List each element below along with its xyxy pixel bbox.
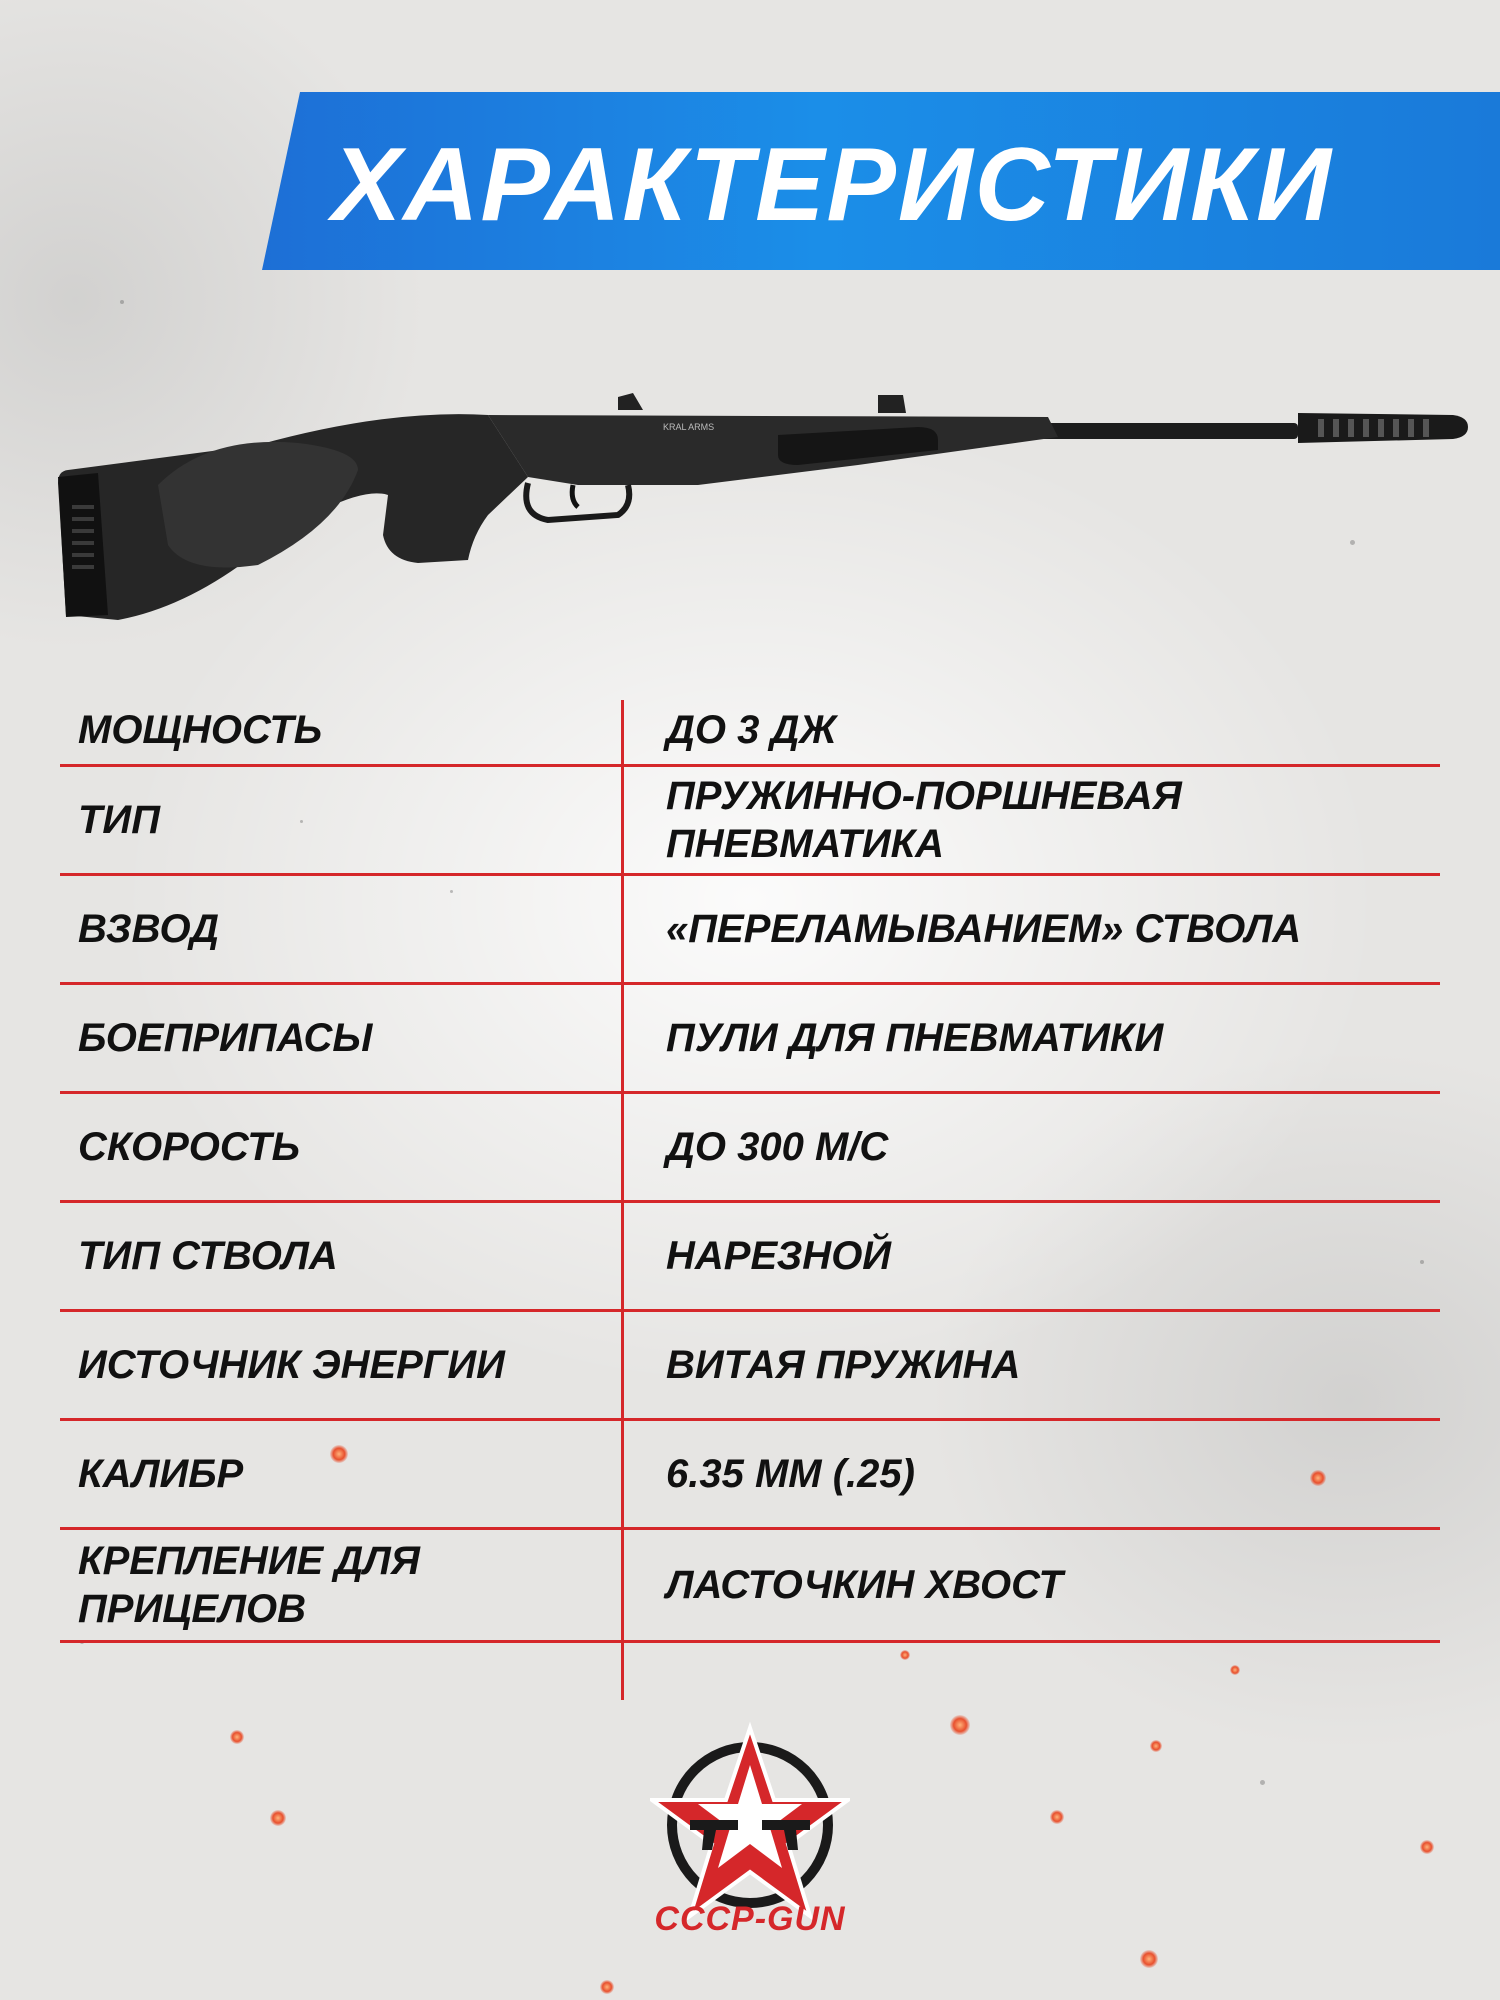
spec-value: «ПЕРЕЛАМЫВАНИЕМ» СТВОЛА <box>666 907 1302 951</box>
spec-value: ЛАСТОЧКИН ХВОСТ <box>666 1563 1063 1607</box>
rifle-barrel <box>1038 423 1298 439</box>
ember-spark <box>900 1650 910 1660</box>
spec-label: ТИП СТВОЛА <box>78 1234 338 1278</box>
rifle-engraving: KRAL ARMS <box>663 422 715 432</box>
rifle-trigger-guard <box>526 483 629 520</box>
spec-label: ВЗВОД <box>78 907 219 951</box>
spec-label: ТИП <box>78 798 160 842</box>
ember-spark <box>1140 1950 1158 1968</box>
table-row <box>60 1203 1440 1312</box>
spec-value: ДО 300 М/С <box>666 1125 889 1169</box>
spec-label: КРЕПЛЕНИЕ ДЛЯ ПРИЦЕЛОВ <box>78 1539 420 1631</box>
ember-spark <box>1420 1840 1434 1854</box>
spec-label: СКОРОСТЬ <box>78 1125 300 1169</box>
ember-spark <box>950 1715 970 1735</box>
spec-label: ИСТОЧНИК ЭНЕРГИИ <box>78 1343 505 1387</box>
spec-value: ПРУЖИННО-ПОРШНЕВАЯ ПНЕВМАТИКА <box>666 774 1182 866</box>
table-row <box>60 1312 1440 1421</box>
rifle-receiver <box>488 415 1058 485</box>
table-row <box>60 1094 1440 1203</box>
spec-value: ВИТАЯ ПРУЖИНА <box>666 1343 1021 1387</box>
ember-spark <box>270 1810 286 1826</box>
red-star-pistols-icon <box>650 1720 850 1920</box>
ember-spark <box>230 1730 244 1744</box>
spec-label: МОЩНОСТЬ <box>78 707 323 752</box>
background-speck <box>120 300 124 304</box>
ember-spark <box>1230 1665 1240 1675</box>
rifle-rear-sight <box>618 393 643 410</box>
ember-spark <box>1050 1810 1064 1824</box>
table-row <box>60 1530 1440 1643</box>
table-row <box>60 985 1440 1094</box>
spec-value: ДО 3 ДЖ <box>666 707 837 752</box>
rifle-front-sight <box>878 395 906 413</box>
page-title: ХАРАКТЕРИСТИКИ <box>332 127 1333 243</box>
spec-value: 6.35 ММ (.25) <box>666 1452 915 1496</box>
spec-value: ПУЛИ ДЛЯ ПНЕВМАТИКИ <box>666 1016 1164 1060</box>
rifle-trigger <box>572 485 578 507</box>
spec-label: КАЛИБР <box>78 1452 244 1496</box>
table-row <box>60 876 1440 985</box>
specs-table <box>60 695 1440 1643</box>
brand-logo-text: CCCP-GUN <box>654 1900 846 1938</box>
table-row <box>60 695 1440 767</box>
background-speck <box>1260 1780 1265 1785</box>
ember-spark <box>1150 1740 1162 1752</box>
spec-label: БОЕПРИПАСЫ <box>78 1016 373 1060</box>
air-rifle-image <box>58 365 1468 625</box>
table-row <box>60 1421 1440 1530</box>
table-row <box>60 767 1440 876</box>
ember-spark <box>600 1980 614 1994</box>
spec-value: НАРЕЗНОЙ <box>666 1234 892 1278</box>
